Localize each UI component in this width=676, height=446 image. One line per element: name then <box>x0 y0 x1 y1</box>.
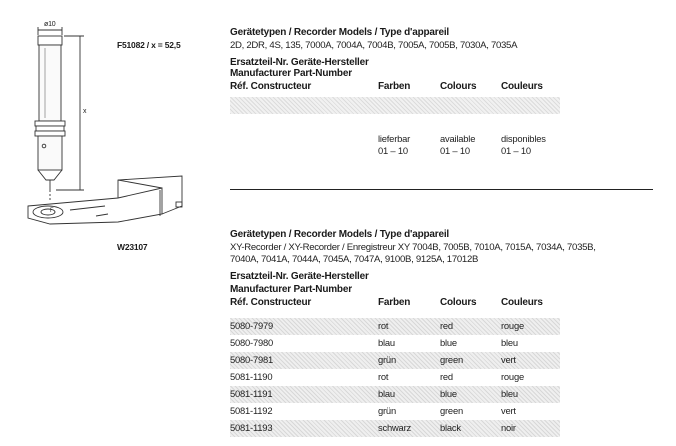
table-row <box>230 352 560 369</box>
section1-avail-de-range: 01 – 10 <box>378 145 408 156</box>
table-row <box>230 335 560 352</box>
colour-de: rot <box>378 371 389 382</box>
section1-shaded-band <box>230 97 560 114</box>
section1-part-header-en: Manufacturer Part-Number <box>230 68 352 79</box>
part-number: 5080-7979 <box>230 320 274 331</box>
drawing-code-bottom: W23107 <box>117 242 148 252</box>
part-number: 5081-1192 <box>230 405 273 416</box>
section1-avail-fr: disponibles <box>501 133 546 144</box>
table-row <box>230 318 560 335</box>
colour-de: schwarz <box>378 422 411 433</box>
colour-fr: vert <box>501 354 516 365</box>
section1-col-couleurs: Couleurs <box>501 81 543 92</box>
section2-part-header-en: Manufacturer Part-Number <box>230 284 352 295</box>
table-row <box>230 369 560 386</box>
section2-title: Gerätetypen / Recorder Models / Type d'appareil <box>230 229 449 240</box>
section1-models: 2D, 2DR, 4S, 135, 7000A, 7004A, 7004B, 7005A, 7005B, 7030A, 7035A <box>230 40 518 51</box>
colour-en: green <box>440 405 463 416</box>
colour-en: red <box>440 320 453 331</box>
part-number: 5081-1190 <box>230 371 273 382</box>
dim-side-label: x <box>83 108 87 115</box>
section1-avail-en-range: 01 – 10 <box>440 145 470 156</box>
part-number: 5080-7980 <box>230 337 274 348</box>
parts-table <box>230 318 560 437</box>
colour-fr: rouge <box>501 320 524 331</box>
colour-de: grün <box>378 354 396 365</box>
section2-col-couleurs: Couleurs <box>501 297 543 308</box>
drawing-code-top: F51082 / x = 52,5 <box>117 40 181 50</box>
section2-part-header-fr: Réf. Constructeur <box>230 297 312 308</box>
dim-top-label: ø10 <box>44 21 56 28</box>
colour-fr: bleu <box>501 388 518 399</box>
colour-en: black <box>440 422 461 433</box>
part-number: 5081-1193 <box>230 422 273 433</box>
section1-col-colours: Colours <box>440 81 477 92</box>
section2-part-header-de: Ersatzteil-Nr. Geräte-Hersteller <box>230 271 369 282</box>
colour-fr: noir <box>501 422 516 433</box>
table-row <box>230 403 560 420</box>
table-row <box>230 420 560 437</box>
colour-en: blue <box>440 388 457 399</box>
section1-avail-fr-range: 01 – 10 <box>501 145 531 156</box>
section1-col-farben: Farben <box>378 81 411 92</box>
section2-models-line2: 7040A, 7041A, 7044A, 7045A, 7047A, 9100B, 9125A, 17012B <box>230 254 479 265</box>
colour-fr: bleu <box>501 337 518 348</box>
section1-part-header-fr: Réf. Constructeur <box>230 81 312 92</box>
section2-col-farben: Farben <box>378 297 411 308</box>
section1-part-header-de: Ersatzteil-Nr. Geräte-Hersteller <box>230 57 369 68</box>
colour-de: blau <box>378 388 395 399</box>
colour-fr: vert <box>501 405 516 416</box>
colour-fr: rouge <box>501 371 524 382</box>
section1-avail-en: available <box>440 133 476 144</box>
svg-text:F: F <box>50 208 54 214</box>
table-row <box>230 386 560 403</box>
section2-models-line1: XY-Recorder / XY-Recorder / Enregistreur XY 7004B, 7005B, 7010A, 7015A, 7034A, 7035B, <box>230 242 596 253</box>
colour-de: blau <box>378 337 395 348</box>
part-number: 5081-1191 <box>230 388 273 399</box>
colour-en: blue <box>440 337 457 348</box>
pen-drawing <box>0 0 228 250</box>
colour-en: green <box>440 354 463 365</box>
section2-col-colours: Colours <box>440 297 477 308</box>
colour-en: red <box>440 371 453 382</box>
colour-de: rot <box>378 320 389 331</box>
section-divider <box>230 189 653 190</box>
section1-avail-de: lieferbar <box>378 133 411 144</box>
section1-title: Gerätetypen / Recorder Models / Type d'appareil <box>230 27 449 38</box>
colour-de: grün <box>378 405 396 416</box>
part-number: 5080-7981 <box>230 354 274 365</box>
